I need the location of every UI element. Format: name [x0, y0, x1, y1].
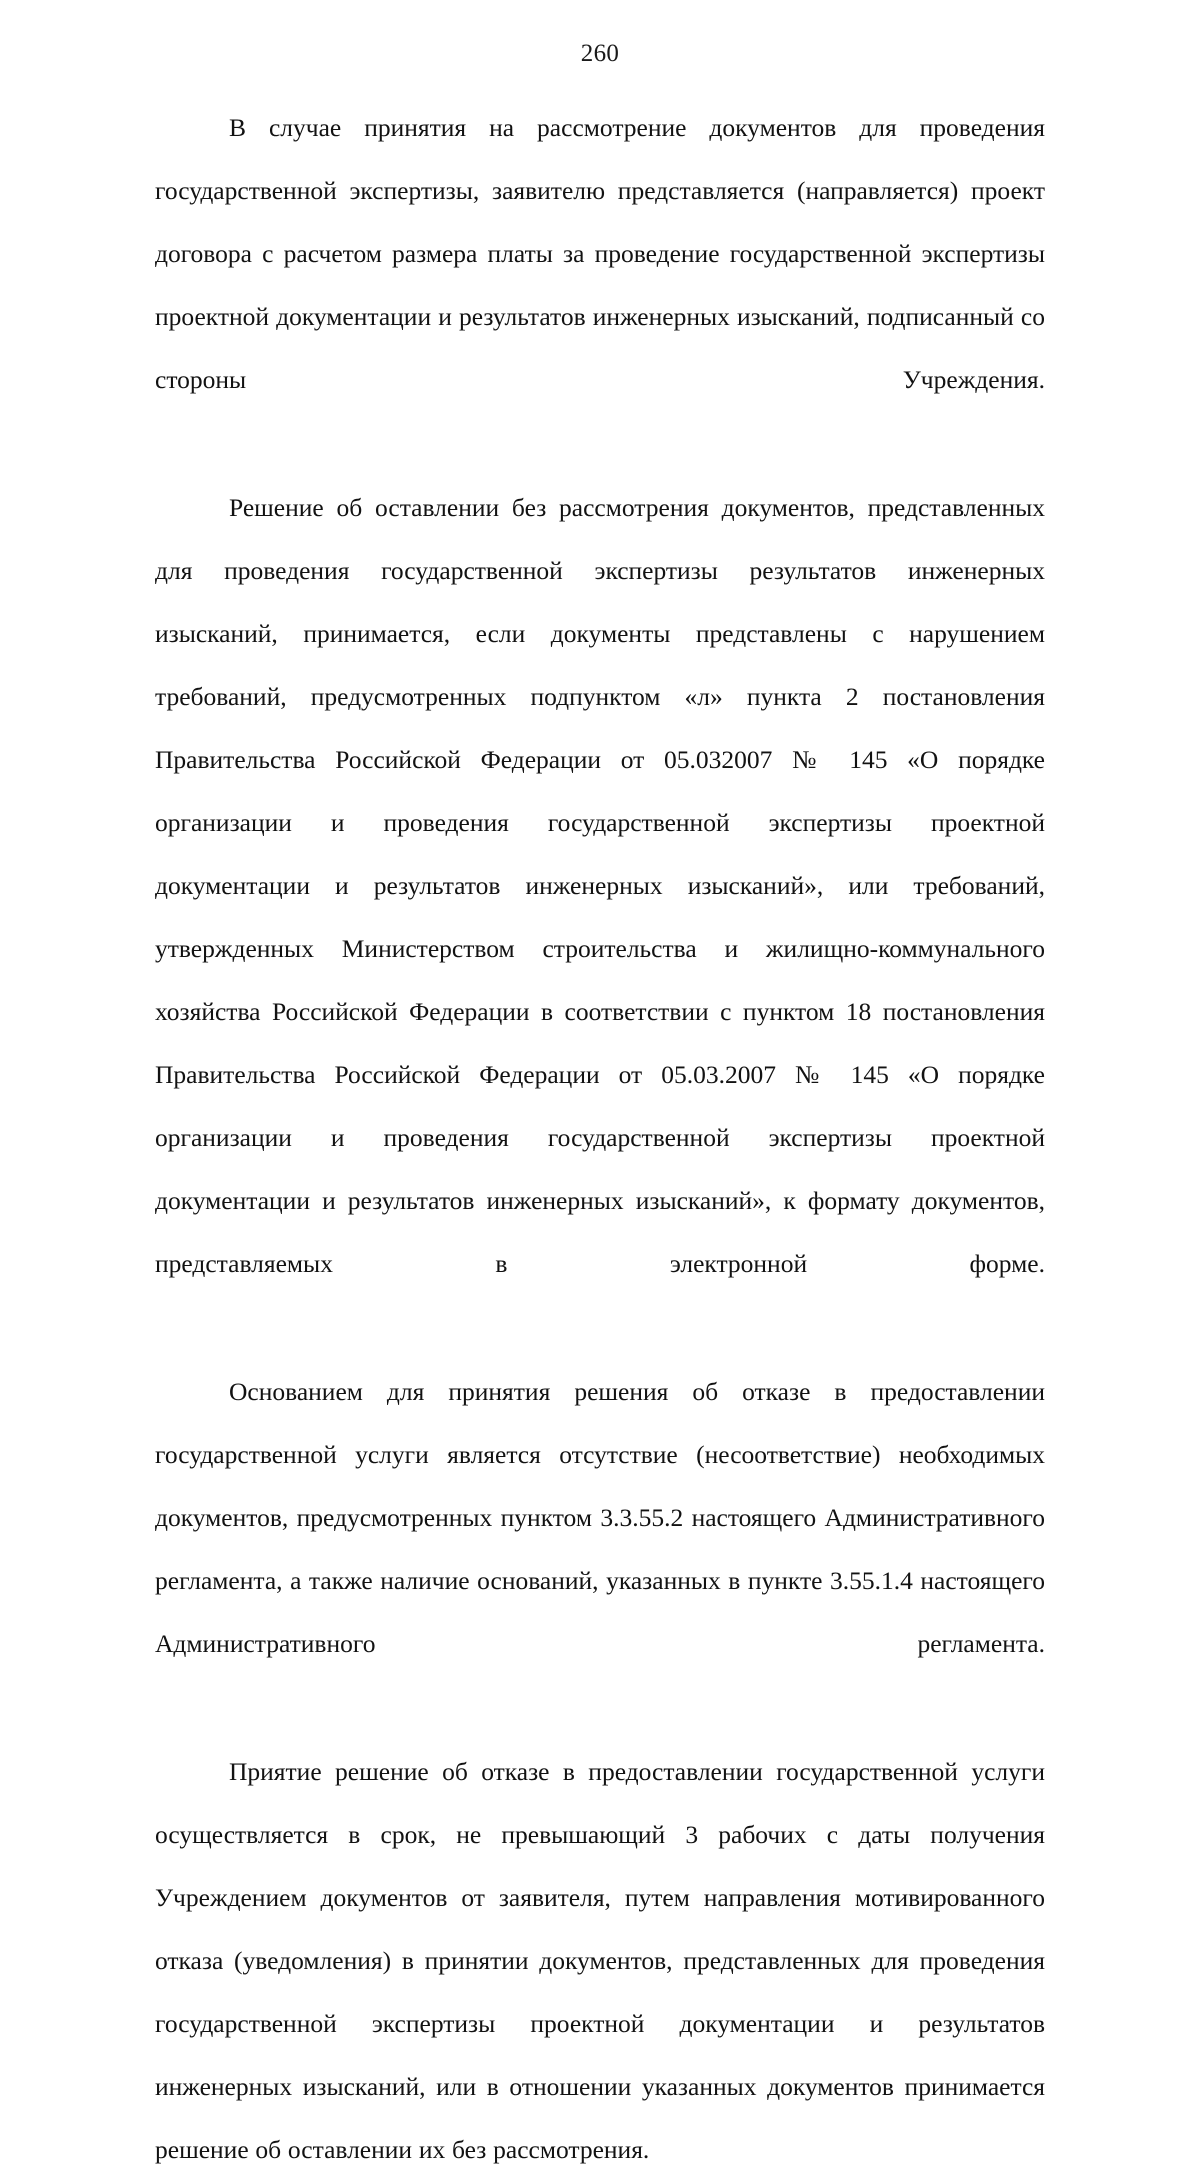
- paragraph-3: Основанием для принятия решения об отказе в предоставлении государственной услуги является отсутствие (несоответствие) необходимых документов, предусмотренных пунктом 3.3.55.2 настоящего Административного регламента, а также наличие оснований, указанных в пункте 3.55.1.4 настоящего Административного регламента.: [155, 1377, 1045, 1658]
- paragraph-4: Приятие решение об отказе в предоставлении государственной услуги осуществляется в срок, не превышающий 3 рабочих с даты получения Учреждением документов от заявителя, путем направления мотивированного отказа (уведомления) в принятии документов, представленных для проведения государственной экспертизы проектной документации и результатов инженерных изысканий, или в отношении указанных документов принимается решение об оставлении их без рассмотрения.: [155, 1757, 1045, 2164]
- paragraph-2: Решение об оставлении без рассмотрения документов, представленных для проведения государственной экспертизы результатов инженерных изысканий, принимается, если документы представлены с нарушением требований, предусмотренных подпунктом «л» пункта 2 постановления Правительства Российской Федерации от 05.032007 № 145 «О порядке организации и проведения государственной экспертизы проектной документации и результатов инженерных изысканий», или требований, утвержденных Министерством строительства и жилищно-коммунального хозяйства Российской Федерации в соответствии с пунктом 18 постановления Правительства Российской Федерации от 05.03.2007 № 145 «О порядке организации и проведения государственной экспертизы проектной документации и результатов инженерных изысканий», к формату документов, представляемых в электронной форме.: [155, 493, 1045, 1278]
- document-body: [155, 96, 1045, 2183]
- paragraph-1: В случае принятия на рассмотрение документов для проведения государственной экспертизы, заявителю представляется (направляется) проект договора с расчетом размера платы за проведение государственной экспертизы проектной документации и результатов инженерных изысканий, подписанный со стороны Учреждения.: [155, 113, 1045, 394]
- page-number: 260: [580, 40, 620, 67]
